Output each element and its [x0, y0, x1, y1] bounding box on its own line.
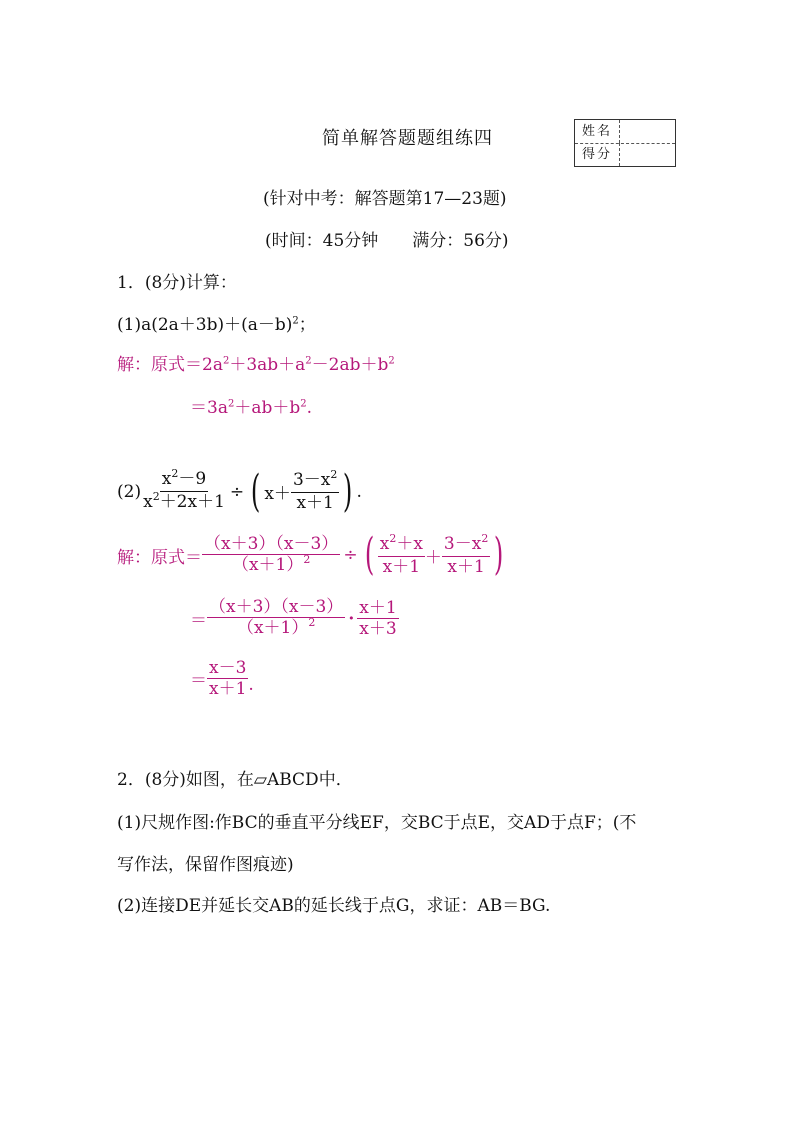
- time-info: (时间：45分钟 满分：56分): [265, 231, 509, 251]
- term: 2a: [202, 355, 223, 375]
- equals-sign: ＝: [190, 671, 207, 691]
- score-row: [575, 143, 675, 166]
- name-row: [575, 120, 675, 144]
- exponent: 2: [303, 552, 311, 566]
- term: .: [306, 398, 313, 418]
- q1-part1-expr: (1)a(2a＋3b)＋(a－b): [117, 315, 293, 335]
- term: 3－x: [292, 470, 331, 490]
- numerator: （x＋3）（x－3）: [209, 597, 344, 617]
- plus-sign: ＋: [424, 547, 442, 568]
- period: .: [248, 675, 254, 695]
- numerator: [291, 470, 339, 493]
- fraction: [357, 598, 398, 639]
- denominator: x＋1: [382, 556, 421, 577]
- exponent: 2: [222, 355, 230, 367]
- exponent: 2: [171, 467, 179, 480]
- numerator: x－3: [209, 658, 247, 678]
- exponent: 2: [305, 355, 312, 367]
- subtitle: (针对中考：解答题第17—23题): [263, 189, 507, 209]
- fraction: [291, 470, 339, 513]
- fraction: [207, 658, 248, 699]
- fraction: [442, 531, 490, 577]
- name-label: 姓名: [575, 120, 620, 143]
- exponent: 2: [388, 355, 395, 367]
- term: x: [143, 492, 153, 512]
- term: ＋2x＋1: [159, 492, 225, 512]
- numerator: （x＋3）（x－3）: [204, 533, 339, 554]
- page-title: 简单解答题题组练四: [322, 128, 493, 149]
- exponent: 2: [227, 398, 235, 410]
- q1-part2-solution-line2: [190, 597, 399, 640]
- period: .: [356, 481, 362, 502]
- term: （x＋1）: [236, 618, 309, 638]
- q1-part1-end: ；: [298, 315, 316, 335]
- term: x: [161, 469, 172, 489]
- part-label: (2): [117, 481, 142, 502]
- numerator: x＋1: [359, 598, 397, 618]
- q1-part2-solution-line1: [117, 529, 508, 580]
- term: x＋: [264, 484, 291, 504]
- exponent: 2: [152, 490, 160, 503]
- q2-part1-line2: 写作法，保留作图痕迹): [117, 855, 294, 875]
- denominator: [230, 552, 312, 577]
- q1-part1: [117, 310, 316, 335]
- score-box: [574, 119, 676, 167]
- q2-part1-line1: (1)尺规作图:作BC的垂直平分线EF，交BC于点E，交AD于点F；(不: [117, 813, 637, 833]
- divide-sign: ÷: [343, 545, 358, 565]
- term: （x＋1）: [231, 554, 304, 575]
- right-paren: ): [343, 465, 353, 517]
- q1-part2-solution-line3: [190, 658, 254, 699]
- exponent: 2: [481, 531, 489, 545]
- numerator: [378, 531, 425, 557]
- q1-part1-solution-line1: [117, 350, 395, 375]
- fraction: [207, 597, 345, 640]
- numerator: [442, 531, 490, 557]
- term: ＋3ab＋a: [229, 355, 306, 375]
- left-paren: (: [364, 529, 374, 580]
- fraction: [378, 531, 425, 577]
- q1-part2: [117, 465, 362, 517]
- score-label: 得分: [575, 143, 620, 166]
- q1-stem: 1．(8分)计算：: [117, 273, 237, 293]
- exponent: 2: [300, 398, 307, 410]
- left-paren: (: [251, 465, 261, 517]
- term: 3－x: [443, 533, 482, 554]
- denominator: x＋3: [359, 619, 397, 639]
- exponent: 2: [389, 531, 397, 545]
- solution-lead: 解：原式＝: [117, 355, 202, 375]
- exponent: 2: [308, 616, 316, 629]
- denominator: x＋1: [296, 493, 334, 513]
- equals-sign: ＝: [190, 611, 207, 631]
- denominator: x＋1: [209, 679, 247, 699]
- exponent: 2: [292, 315, 299, 327]
- q2-stem: 2．(8分)如图，在▱ABCD中．: [117, 770, 353, 790]
- term: ＋x: [396, 533, 423, 554]
- fraction: [141, 469, 227, 514]
- denominator: x＋1: [447, 556, 485, 577]
- fraction: [202, 534, 340, 577]
- solution-lead: 解：原式＝: [117, 547, 202, 568]
- term: －9: [178, 469, 207, 489]
- multiply-dot: ·: [348, 608, 355, 629]
- denominator: [141, 492, 227, 514]
- divide-sign: ÷: [229, 481, 245, 502]
- denominator: [235, 618, 317, 640]
- term: x: [379, 533, 390, 554]
- numerator: [160, 469, 208, 492]
- term: －2ab＋b: [311, 355, 389, 375]
- term: ＝3a: [190, 398, 228, 418]
- term: ＋ab＋b: [234, 398, 301, 418]
- q2-part2: (2)连接DE并延长交AB的延长线于点G，求证：AB＝BG.: [117, 896, 551, 916]
- q1-part1-solution-line2: [190, 393, 312, 418]
- exponent: 2: [330, 468, 338, 481]
- right-paren: ): [494, 529, 504, 580]
